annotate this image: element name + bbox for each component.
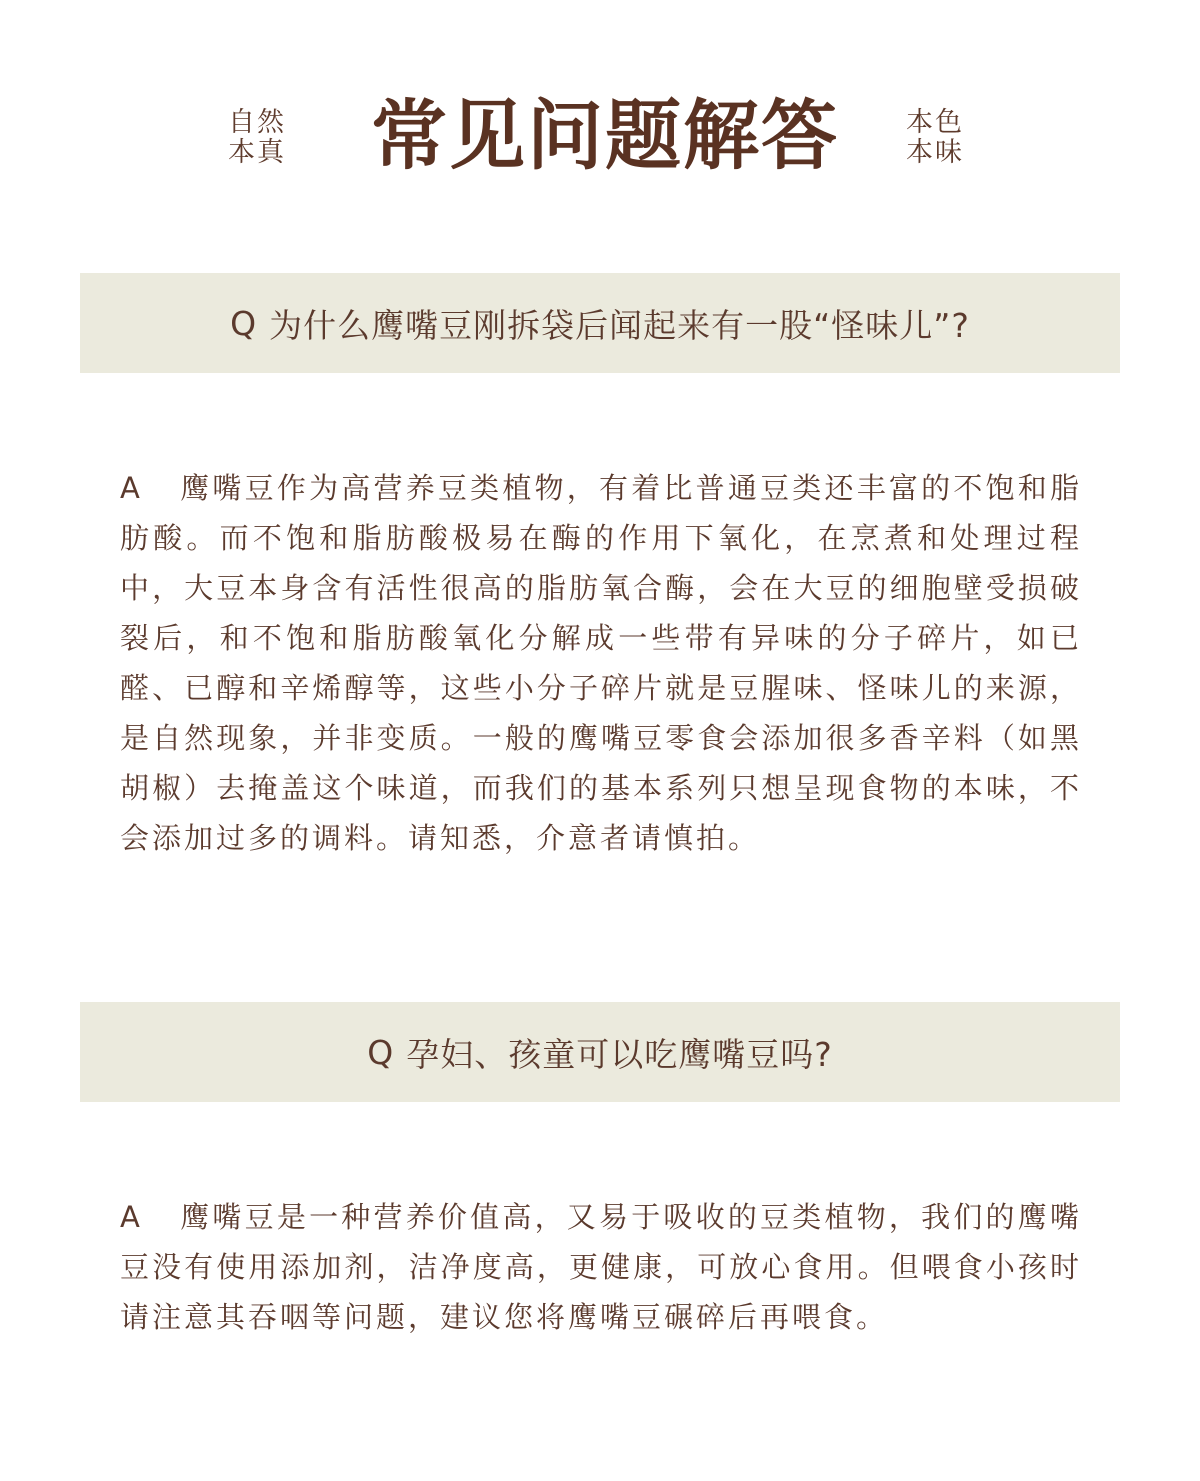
answer-prefix: A [120, 471, 143, 505]
page-title: 常见问题解答 [371, 91, 839, 180]
left-tagline-line-1: 自然 [228, 107, 286, 138]
question-prefix: Q [367, 1032, 395, 1072]
faq-answer-2 [120, 1192, 1082, 1342]
answer-text: 鹰嘴豆是一种营养价值高，又易于吸收的豆类植物，我们的鹰嘴豆没有使用添加剂，洁净度高，更健康，可放心食用。但喂食小孩时请注意其吞咽等问题，建议您将鹰嘴豆碾碎后再喂食。 [120, 1200, 1082, 1334]
question-prefix: Q [230, 303, 258, 343]
page-header [0, 88, 1200, 188]
question-text: 孕妇、孩童可以吃鹰嘴豆吗? [406, 1034, 833, 1074]
question-text: 为什么鹰嘴豆刚拆袋后闻起来有一股“怪味儿”? [269, 305, 970, 345]
right-tagline [906, 108, 964, 168]
faq-answer-1 [120, 463, 1082, 863]
left-tagline [228, 108, 286, 168]
right-tagline-line-2: 本味 [906, 137, 964, 168]
left-tagline-line-2: 本真 [228, 137, 286, 168]
answer-prefix: A [120, 1200, 143, 1234]
faq-question-1 [80, 273, 1120, 373]
answer-text: 鹰嘴豆作为高营养豆类植物，有着比普通豆类还丰富的不饱和脂肪酸。而不饱和脂肪酸极易在酶的作用下氧化，在烹煮和处理过程中，大豆本身含有活性很高的脂肪氧合酶，会在大豆的细胞壁受损破裂后，和不饱和脂肪酸氧化分解成一些带有异味的分子碎片，如已醛、已醇和辛烯醇等，这些小分子碎片就是豆腥味、怪味儿的来源，是自然现象，并非变质。一般的鹰嘴豆零食会添加很多香辛料（如黑胡椒）去掩盖这个味道，而我们的基本系列只想呈现食物的本味，不会添加过多的调料。请知悉，介意者请慎拍。 [120, 471, 1082, 855]
right-tagline-line-1: 本色 [906, 107, 964, 138]
faq-question-2 [80, 1002, 1120, 1102]
